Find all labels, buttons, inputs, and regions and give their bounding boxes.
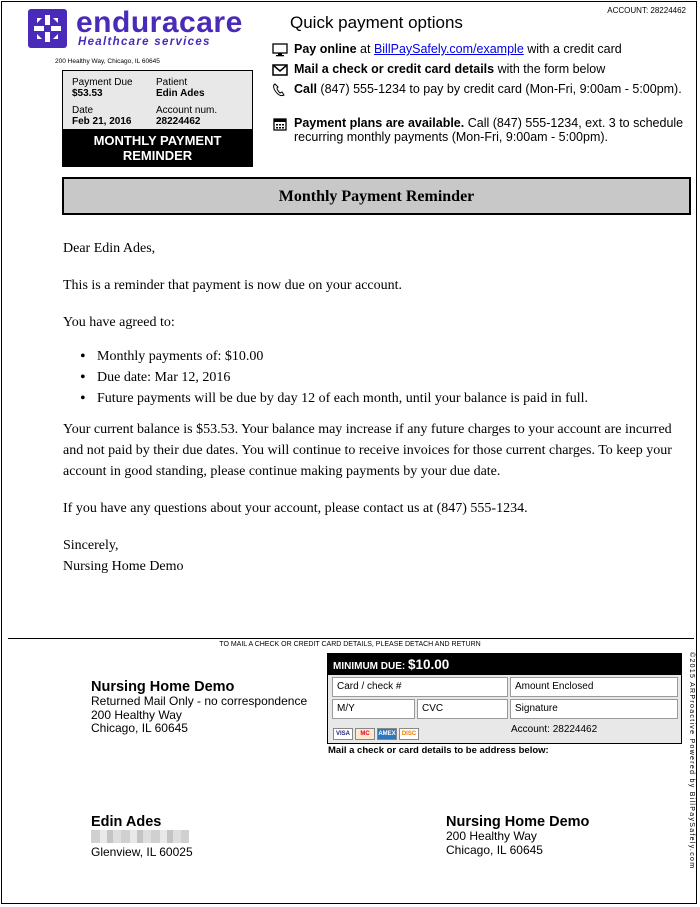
- discover-icon: DISC: [399, 728, 419, 740]
- patient-name: Edin Ades: [91, 814, 162, 830]
- return-address: [91, 695, 307, 736]
- letter-paragraph-1: This is a reminder that payment is now due on your account.: [63, 278, 403, 293]
- plans-rest: Call (847) 555-1234, ext. 3 to schedule recurring monthly payments (Mon-Fri, 9:00am - 5:00pm).: [294, 116, 684, 144]
- greeting: Dear Edin Ades,: [63, 241, 156, 256]
- remit-address: [446, 830, 543, 857]
- cvc-field[interactable]: CVC: [417, 699, 508, 719]
- redacted-street: [91, 830, 189, 843]
- reminder-line-2: REMINDER: [122, 148, 193, 163]
- mail-label: Mail a check or credit card details: [294, 62, 495, 76]
- enduracare-logo-icon: [28, 9, 67, 48]
- card-check-field[interactable]: Card / check #: [332, 677, 508, 697]
- quick-payment-title: Quick payment options: [290, 13, 463, 32]
- envelope-icon: [272, 63, 288, 77]
- patient-field: [156, 77, 205, 99]
- detach-instruction: TO MAIL A CHECK OR CREDIT CARD DETAILS, PLEASE DETACH AND RETURN: [219, 641, 481, 648]
- signature: Nursing Home Demo: [63, 559, 184, 574]
- account-value: 28224462: [156, 116, 201, 127]
- account-field: [156, 105, 217, 127]
- copyright-side-text: [683, 652, 697, 870]
- date-value: Feb 21, 2016: [72, 116, 132, 127]
- sender-address: 200 Healthy Way, Chicago, IL 60645: [55, 58, 160, 65]
- calendar-icon: [272, 117, 288, 131]
- date-label: Date: [72, 105, 94, 116]
- minimum-due-header: [328, 654, 681, 675]
- remit-line-2: Chicago, IL 60645: [446, 842, 543, 857]
- return-line-3: Chicago, IL 60645: [91, 721, 188, 735]
- brand-name: enduracare: [76, 6, 243, 39]
- mastercard-icon: MC: [355, 728, 375, 740]
- mail-instruction: Mail a check or card details to be address below:: [328, 745, 549, 756]
- return-line-2: 200 Healthy Way: [91, 707, 182, 722]
- pay-online-label: Pay online: [294, 42, 357, 56]
- signature-field[interactable]: Signature: [510, 699, 678, 719]
- call-rest: (847) 555-1234 to pay by credit card (Mon-Fri, 9:00am - 5:00pm).: [320, 82, 682, 96]
- agreement-list: [63, 346, 691, 409]
- minimum-due-label: MINIMUM DUE:: [333, 661, 406, 672]
- payment-plan-option: [272, 116, 684, 144]
- visa-icon: VISA: [333, 728, 353, 740]
- call-option: [272, 82, 684, 96]
- letter-paragraph-4: If you have any questions about your account, please contact us at (847) 555-1234.: [63, 501, 528, 516]
- monthly-reminder-label: [63, 129, 252, 166]
- payment-due-label: Payment Due: [72, 77, 133, 88]
- letter-body: [63, 238, 691, 577]
- detach-line: [8, 638, 694, 639]
- amount-enclosed-field[interactable]: Amount Enclosed: [510, 677, 678, 697]
- letter-paragraph-2: You have agreed to:: [63, 315, 175, 330]
- pay-online-rest: with a credit card: [527, 42, 622, 56]
- pay-online-at: at: [360, 42, 371, 56]
- pay-online-option: [272, 42, 684, 56]
- payment-summary-box: [62, 70, 253, 167]
- mail-rest: with the form below: [497, 62, 606, 76]
- month-year-field[interactable]: M/Y: [332, 699, 415, 719]
- date-field: [72, 105, 131, 127]
- brand-tagline: Healthcare services: [78, 36, 211, 48]
- patient-label: Patient: [156, 77, 188, 88]
- account-number-top: ACCOUNT: 28224462: [607, 6, 686, 15]
- phone-icon: [272, 83, 288, 97]
- call-label: Call: [294, 82, 317, 96]
- payment-form-account: Account: 28224462: [511, 724, 598, 735]
- payment-due-field: [72, 77, 133, 99]
- return-line-1: Returned Mail Only - no correspondence: [91, 694, 308, 708]
- amex-icon: AMEX: [377, 728, 397, 740]
- mail-option: [272, 62, 684, 76]
- account-label: Account num.: [156, 105, 218, 116]
- remit-line-1: 200 Healthy Way: [446, 829, 537, 843]
- plans-label: Payment plans are available.: [294, 116, 465, 130]
- patient-city: Glenview, IL 60025: [91, 845, 193, 859]
- reminder-banner: Monthly Payment Reminder: [62, 177, 691, 215]
- letter-paragraph-3: Your current balance is $53.53. Your balance may increase if any future charges to your account are incurred and not paid by their due dates. You will continue to receive invoices for those current charges. To keep your account in good standing, please continue making payments by your due date.: [63, 422, 672, 479]
- reminder-line-1: MONTHLY PAYMENT: [93, 133, 222, 148]
- billpay-link[interactable]: BillPaySafely.com/example: [373, 42, 524, 56]
- copyright-text: ©2015 ARProactive Powered by BillPaySafely.com: [688, 652, 695, 870]
- card-logos: [333, 722, 421, 736]
- patient-value: Edin Ades: [156, 88, 205, 99]
- monitor-icon: [272, 43, 288, 57]
- remit-name: Nursing Home Demo: [446, 814, 590, 830]
- payment-form: [327, 653, 682, 744]
- list-item: • Due date: Mar 12, 2016: [97, 367, 691, 388]
- minimum-due-value: $10.00: [408, 657, 450, 672]
- list-item: • Future payments will be due by day 12 of each month, until your balance is paid in full.: [97, 388, 691, 409]
- payment-due-value: $53.53: [72, 88, 103, 99]
- list-item: • Monthly payments of: $10.00: [97, 346, 691, 367]
- closing: Sincerely,: [63, 538, 119, 553]
- return-address-name: Nursing Home Demo: [91, 679, 235, 695]
